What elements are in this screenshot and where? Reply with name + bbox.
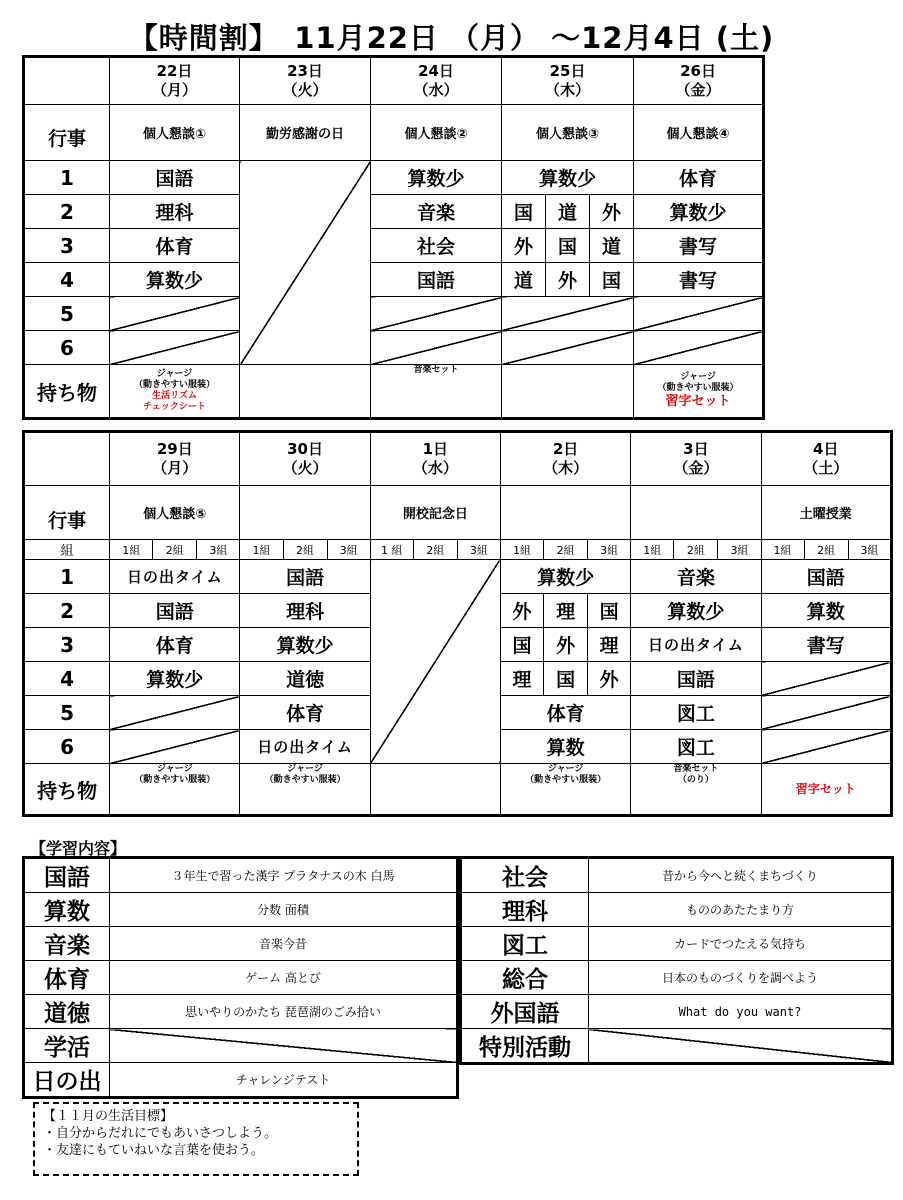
day-header: 30日 （火） (240, 432, 370, 486)
event-cell: 個人懇談④ (634, 105, 764, 161)
content-subject: 国語 (24, 858, 110, 893)
subject-cell: 国 (590, 263, 634, 297)
items-cell: 習字セット (761, 764, 892, 816)
subject-cell: 書写 (761, 628, 892, 662)
group-cell: 1組 (500, 540, 543, 560)
content-table-left (22, 856, 459, 1099)
items-cell: ジャージ （動きやすい服装） (500, 764, 630, 816)
subject-cell: 算数 (500, 730, 630, 764)
period-label: 2 (24, 594, 110, 628)
group-cell: 2組 (804, 540, 848, 560)
subject-cell: 算数少 (502, 161, 634, 195)
subject-cell: 国 (546, 229, 590, 263)
subject-cell: 理 (588, 628, 631, 662)
period-label: 3 (24, 628, 110, 662)
subject-cell: 外 (544, 628, 588, 662)
event-cell: 土曜授業 (761, 486, 892, 540)
items-cell: ジャージ （動きやすい服装） 生活リズム チェックシート (110, 365, 240, 419)
subject-cell: 国語 (110, 594, 240, 628)
group-cell: 3組 (197, 540, 240, 560)
empty-diagonal-cell (110, 696, 240, 730)
subject-cell: 算数少 (371, 161, 502, 195)
subject-cell: 外 (588, 662, 631, 696)
goal-line: ・友達にもていねいな言葉を使おう。 (43, 1143, 265, 1158)
content-subject: 日の出 (24, 1063, 110, 1098)
empty-diagonal-cell (371, 297, 502, 331)
period-label: 5 (24, 297, 110, 331)
subject-cell: 算数少 (110, 263, 240, 297)
subject-cell: 書写 (634, 229, 764, 263)
subject-cell: 理科 (110, 195, 240, 229)
timetable-week2 (22, 430, 893, 817)
page-title: 【時間割】 11月22日 （月） ～12月4日 (土) (128, 21, 775, 55)
period-label: 4 (24, 662, 110, 696)
content-subject: 特別活動 (461, 1029, 589, 1064)
group-cell: 1組 (240, 540, 283, 560)
items-row-label: 持ち物 (24, 764, 110, 816)
content-text: カードでつたえる気持ち (589, 927, 893, 961)
content-subject: 体育 (24, 961, 110, 995)
period-label: 4 (24, 263, 110, 297)
subject-cell: 国語 (371, 263, 502, 297)
period-label: 1 (24, 161, 110, 195)
items-cell: ジャージ （動きやすい服装） (110, 764, 240, 816)
timetable-week1 (22, 55, 765, 420)
empty-diagonal-cell (502, 331, 634, 365)
group-cell: 1 組 (370, 540, 413, 560)
empty-diagonal-cell (634, 297, 764, 331)
items-cell: 音楽セット （のり） (631, 764, 761, 816)
day-header: 29日 （月） (110, 432, 240, 486)
day-header: 24日 （水） (371, 57, 502, 105)
content-text (110, 1029, 458, 1063)
items-cell (370, 764, 500, 816)
content-table-right (459, 856, 894, 1065)
content-text: 音楽今昔 (110, 927, 458, 961)
content-text: ゲーム 高とび (110, 961, 458, 995)
content-text: What do you want? (589, 995, 893, 1029)
day-header: 22日 （月） (110, 57, 240, 105)
items-cell: 音楽セット (371, 365, 502, 419)
group-cell: 1組 (631, 540, 674, 560)
subject-cell: 国語 (631, 662, 761, 696)
holiday-diagonal (370, 560, 500, 764)
group-cell: 3組 (457, 540, 500, 560)
group-cell: 2組 (413, 540, 457, 560)
subject-cell: 体育 (500, 696, 630, 730)
content-text: 日本のものづくりを調べよう (589, 961, 893, 995)
subject-cell: 道 (502, 263, 546, 297)
content-subject: 外国語 (461, 995, 589, 1029)
content-text: ３年生で習った漢字 プラタナスの木 白馬 (110, 858, 458, 893)
day-header: 3日 （金） (631, 432, 761, 486)
content-subject: 道徳 (24, 995, 110, 1029)
content-text: 分数 面積 (110, 893, 458, 927)
subject-cell: 外 (546, 263, 590, 297)
event-cell (240, 486, 370, 540)
subject-cell: 国語 (240, 560, 370, 594)
day-header: 26日 （金） (634, 57, 764, 105)
subject-cell: 国 (500, 628, 543, 662)
day-header: 1日 （水） (370, 432, 500, 486)
subject-cell: 体育 (634, 161, 764, 195)
content-text: もののあたたまり方 (589, 893, 893, 927)
event-cell (500, 486, 630, 540)
subject-cell: 書写 (634, 263, 764, 297)
period-label: 2 (24, 195, 110, 229)
subject-cell: 外 (590, 195, 634, 229)
subject-cell: 図工 (631, 730, 761, 764)
group-cell: 3組 (588, 540, 631, 560)
empty-diagonal-cell (371, 331, 502, 365)
subject-cell: 算数少 (631, 594, 761, 628)
event-cell (631, 486, 761, 540)
subject-cell: 道 (590, 229, 634, 263)
content-subject: 学活 (24, 1029, 110, 1063)
period-label: 1 (24, 560, 110, 594)
group-cell: 3組 (848, 540, 891, 560)
day-header: 4日 （土） (761, 432, 892, 486)
group-cell: 3組 (327, 540, 370, 560)
empty-diagonal-cell (634, 331, 764, 365)
period-label: 6 (24, 331, 110, 365)
day-header: 25日 （木） (502, 57, 634, 105)
event-row-label: 行事 (24, 486, 110, 540)
subject-cell: 音楽 (631, 560, 761, 594)
monthly-goal-box (33, 1102, 359, 1176)
period-label: 5 (24, 696, 110, 730)
group-cell: 1組 (761, 540, 804, 560)
empty-diagonal-cell (502, 297, 634, 331)
group-cell: 2組 (153, 540, 197, 560)
subject-cell: 日の出タイム (631, 628, 761, 662)
subject-cell: 日の出タイム (110, 560, 240, 594)
day-header: 23日 （火） (240, 57, 371, 105)
period-label: 3 (24, 229, 110, 263)
subject-cell: 理 (544, 594, 588, 628)
content-subject: 理科 (461, 893, 589, 927)
content-subject: 総合 (461, 961, 589, 995)
subject-cell: 体育 (110, 628, 240, 662)
goal-line: ・自分からだれにでもあいさつしよう。 (43, 1126, 278, 1141)
group-cell: 2組 (544, 540, 588, 560)
subject-cell: 外 (502, 229, 546, 263)
subject-cell: 国 (502, 195, 546, 229)
empty-diagonal-cell (761, 662, 892, 696)
content-subject: 算数 (24, 893, 110, 927)
subject-cell: 算数少 (500, 560, 630, 594)
content-subject: 音楽 (24, 927, 110, 961)
group-cell: 2組 (674, 540, 718, 560)
empty-diagonal-cell (761, 696, 892, 730)
items-cell (240, 365, 371, 419)
content-text (589, 1029, 893, 1064)
subject-cell: 国語 (110, 161, 240, 195)
subject-cell: 社会 (371, 229, 502, 263)
subject-cell: 体育 (240, 696, 370, 730)
items-cell (502, 365, 634, 419)
event-cell: 個人懇談② (371, 105, 502, 161)
subject-cell: 図工 (631, 696, 761, 730)
empty-diagonal-cell (110, 730, 240, 764)
empty-diagonal-cell (761, 730, 892, 764)
items-cell: ジャージ （動きやすい服装） (240, 764, 370, 816)
content-subject: 図工 (461, 927, 589, 961)
group-cell: 2組 (283, 540, 327, 560)
subject-cell: 算数少 (634, 195, 764, 229)
empty-diagonal-cell (110, 331, 240, 365)
corner-cell (24, 432, 110, 486)
subject-cell: 算数少 (240, 628, 370, 662)
content-heading: 【学習内容】 (30, 839, 127, 858)
subject-cell: 外 (500, 594, 543, 628)
event-cell: 個人懇談③ (502, 105, 634, 161)
subject-cell: 算数 (761, 594, 892, 628)
items-cell: ジャージ （動きやすい服装） 習字セット (634, 365, 764, 419)
subject-cell: 国語 (761, 560, 892, 594)
corner-cell (24, 57, 110, 105)
group-row-label: 組 (24, 540, 110, 560)
items-row-label: 持ち物 (24, 365, 110, 419)
period-label: 6 (24, 730, 110, 764)
event-row-label: 行事 (24, 105, 110, 161)
content-text: 思いやりのかたち 琵琶湖のごみ拾い (110, 995, 458, 1029)
group-cell: 1組 (110, 540, 153, 560)
event-cell: 開校記念日 (370, 486, 500, 540)
subject-cell: 道徳 (240, 662, 370, 696)
subject-cell: 理 (500, 662, 543, 696)
subject-cell: 理科 (240, 594, 370, 628)
event-cell: 勤労感謝の日 (240, 105, 371, 161)
content-text: チャレンジテスト (110, 1063, 458, 1098)
event-cell: 個人懇談⑤ (110, 486, 240, 540)
content-text: 昔から今へと続くまちづくり (589, 858, 893, 893)
subject-cell: 体育 (110, 229, 240, 263)
holiday-diagonal (240, 161, 371, 365)
subject-cell: 国 (544, 662, 588, 696)
day-header: 2日 （木） (500, 432, 630, 486)
content-subject: 社会 (461, 858, 589, 893)
subject-cell: 算数少 (110, 662, 240, 696)
goal-heading: 【１１月の生活目標】 (43, 1109, 174, 1124)
empty-diagonal-cell (110, 297, 240, 331)
event-cell: 個人懇談① (110, 105, 240, 161)
subject-cell: 音楽 (371, 195, 502, 229)
subject-cell: 国 (588, 594, 631, 628)
subject-cell: 日の出タイム (240, 730, 370, 764)
group-cell: 3組 (718, 540, 761, 560)
subject-cell: 道 (546, 195, 590, 229)
